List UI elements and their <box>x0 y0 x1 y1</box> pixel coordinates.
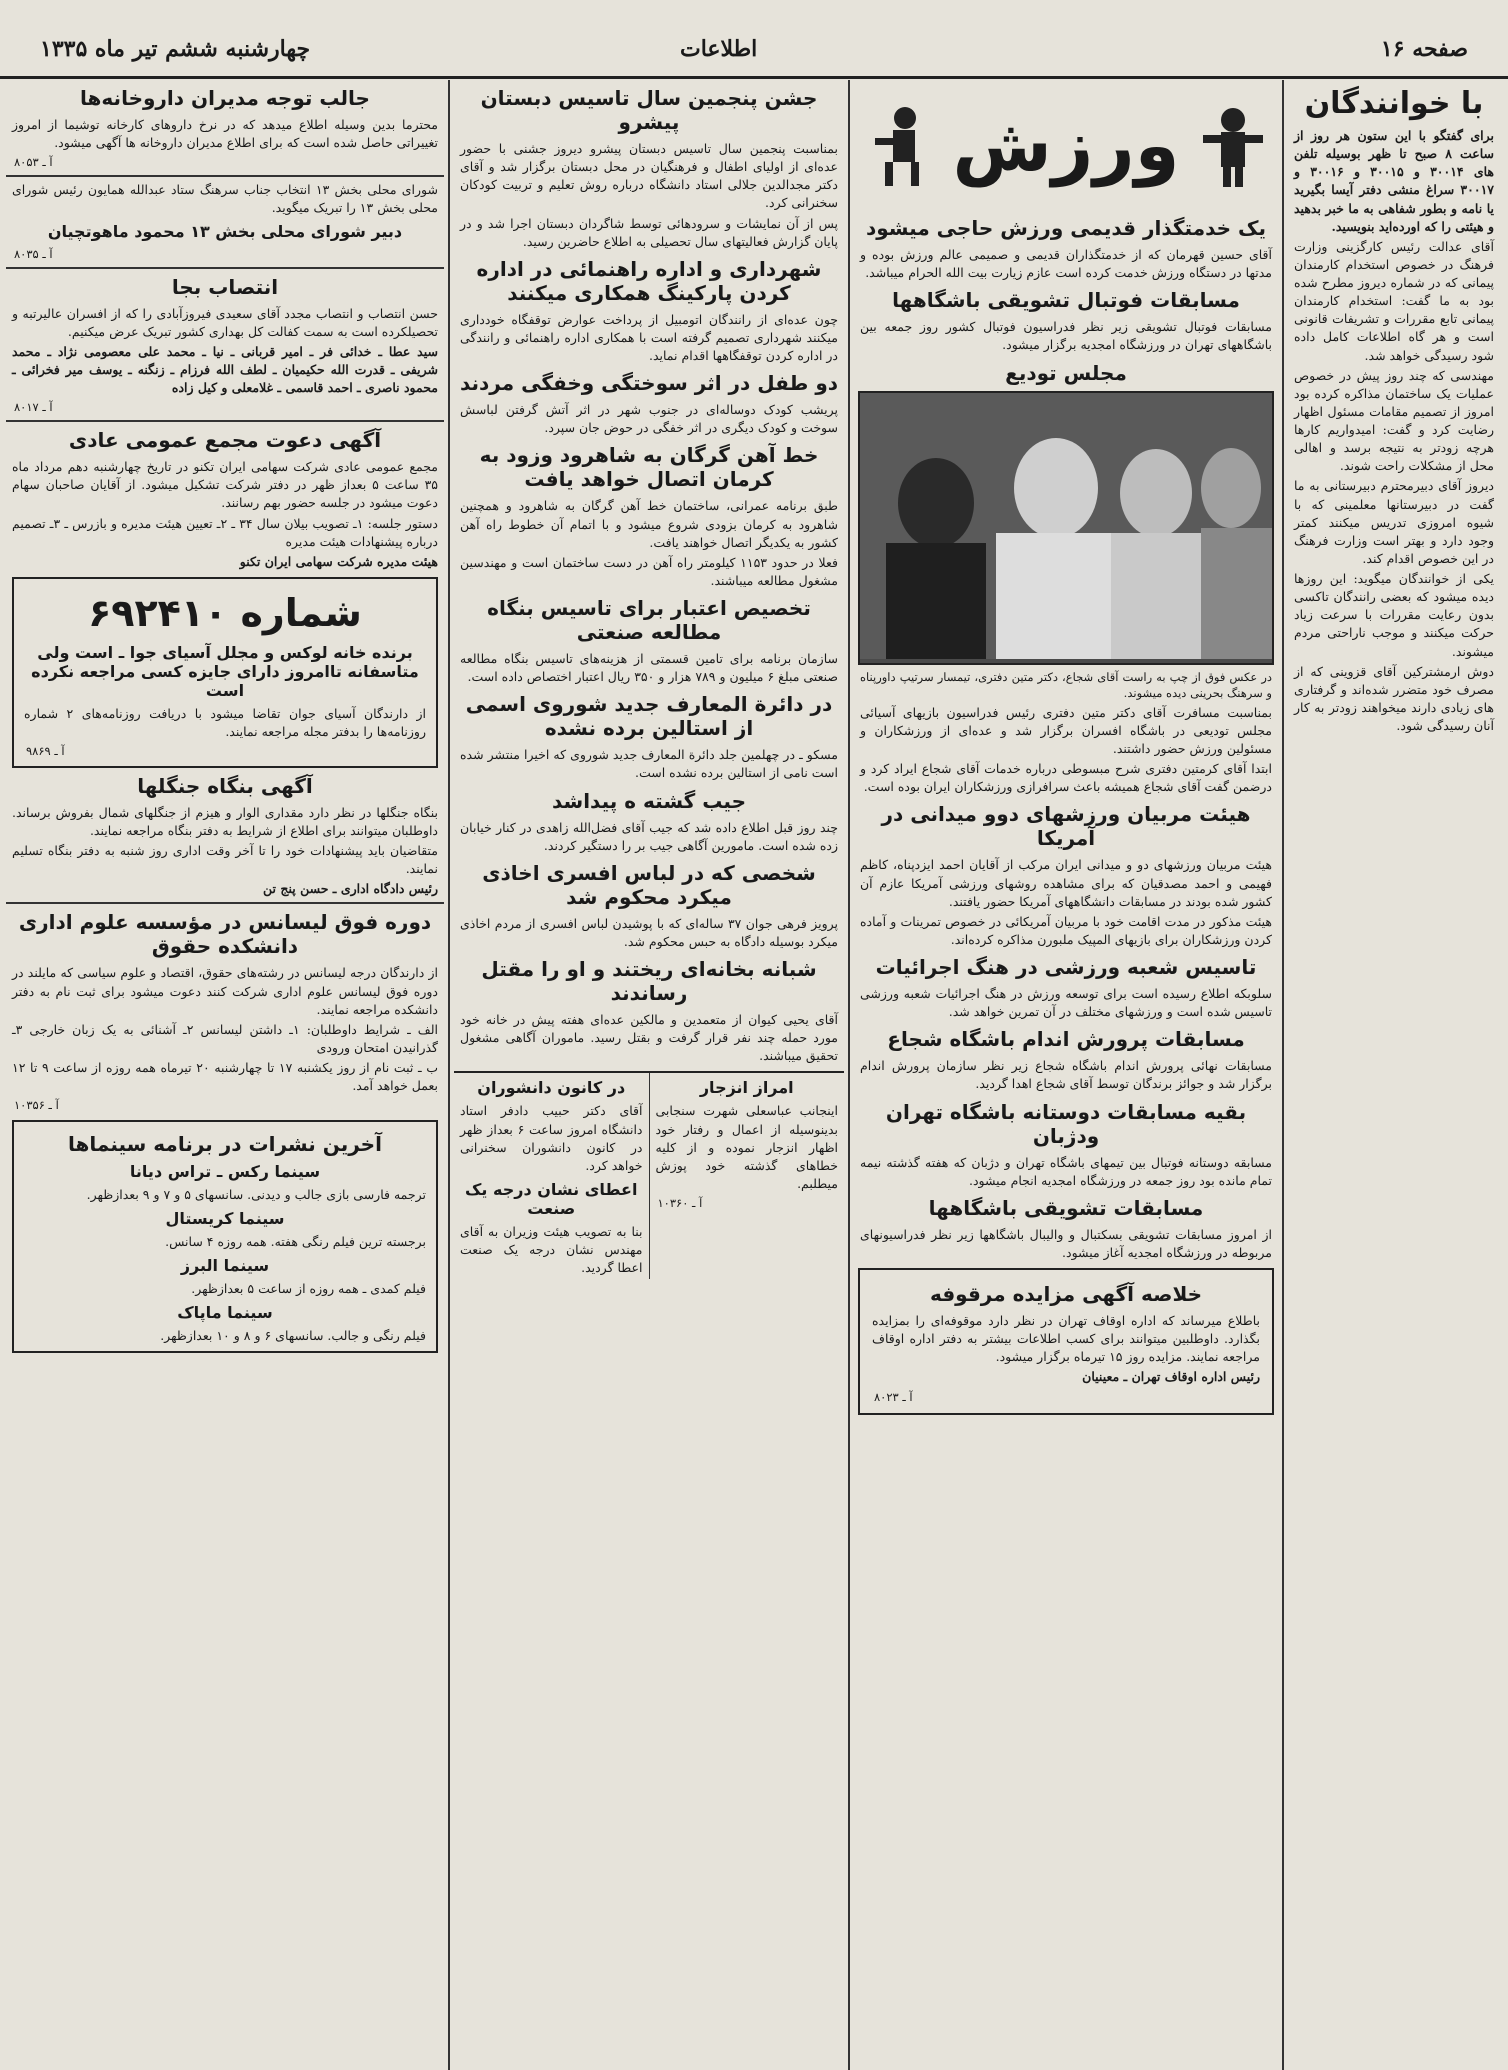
photo-caption: در عکس فوق از چپ به راست آقای شجاع، دکتر متین دفتری، تیمسار سرتیپ داورپناه و سرهنگ بحرینی دیده میشوند. <box>860 669 1272 701</box>
news-paragraph: بمناسبت پنجمین سال تاسیس دبستان پیشرو دیروز جشنی با حضور عده‌ای از اولیای اطفال و فرهنگیان در محل دبستان برگزار شد و آقای دکتر مجدالدین جلالی استاد دانشگاه درباره روش تعلیم و تربیت کودکان سخنرانی کرد. <box>460 141 838 211</box>
runner-icon <box>855 100 945 190</box>
ad-signature: هیئت مدیره شرکت سهامی ایران تکنو <box>239 553 438 569</box>
sport-headline: مسابقات فوتبال تشویقی باشگاهها <box>892 288 1240 313</box>
news-paragraph: طبق برنامه عمرانی، ساختمان خط آهن گرگان به شاهرود و همچنین شاهرود به کرمان بزودی شروع میشود و با اتمام آن خطوط راه آهن کشور به یکدیگر اتصال خواهند یافت. <box>460 498 838 550</box>
readers-paragraph: مهندسی که چند روز پیش در خصوص عمليات یک ساختمان مذاکره کرده بود امروز از تصمیم مقامات مسئول اظهار رضایت کرد و گفت: امیدواریم کارها هرچه زودتر به نتیجه برسد و اهالی محل از مشکلات راحت شوند. <box>1294 367 1494 474</box>
readers-column <box>1288 80 1500 2065</box>
ad-text: حسن انتصاب و انتصاب مجدد آقای سعیدی فیروزآبادی را که از افسران عالیرتبه و تحصیلکرده است به سمت کفالت کل بهداری کشور تبریک عرض میکنیم. <box>12 305 438 339</box>
cinema-name: سینما ماپاک <box>177 1303 273 1323</box>
cinema-box: آخرین نشرات در برنامه سینماها سینما رکس ـ تراس دیانا ترجمه فارسی بازی جالب و دیدنی. سانسهای ۵ و ۷ و ۹ بعدازظهر. سینما کریستال برجسته ترین فیلم رنگی هفته. همه روزه ۴ سانس. سینما البرز فیلم کمدی ـ همه روزه از ساعت ۵ بعدازظهر. سینما ماپاک فیلم رنگی و جالب. سانسهای ۶ و ۸ و ۱۰ بعدازظهر. <box>12 1120 438 1354</box>
sport-paragraph: سلوبکه اطلاع رسیده است برای توسعه ورزش در هنگ اجرائیات شعبه ورزشی تاسیس شده است و ورزشهای مختلف در آن تمرین خواهد شد. <box>860 986 1272 1020</box>
sport-paragraph: آقای حسین قهرمان که از خدمتگذاران قدیمی و صمیمی عالم ورزش بوده و مدتها در دستگاه ورزش خدمت کرده است عازم زیارت بیت الله الحرام میباشد. <box>860 247 1272 281</box>
ad-text: مجمع عمومی عادی شرکت سهامی ایران تکنو در تاریخ چهارشنبه دهم مرداد ماه ۳۵ ساعت ۵ بعداز ظهر در دفتر شرکت تشکیل میشود. از آقایان صاحبان سهام دعوت میشود در جلسه حضور بهم رسانند. <box>12 459 438 511</box>
readers-paragraph: آقای عدالت رئیس کارگزینی وزارت فرهنگ در خصوص استخدام کارمندان پیمانی که در شماره دیروز مطرح شده بود به ما گفت: استخدام کارمندان پیمانی تابع مقررات و تشریفات قانونی است و هر گاه اطلاعات کامل داده شود رسیدگی خواهد شد. <box>1294 238 1494 363</box>
readers-paragraph: دیروز آقای دبیرمحترم دبیرستانی به ما گفت در دبیرستانها معلمینی که با شیوه امروزی تدریس میکنند کمتر وجود دارد و بهتر است وزارت فرهنگ در این خصوص اقدام کند. <box>1294 478 1494 566</box>
sport-paragraph: ابتدا آقای کرمتین دفتری شرح مبسوطی درباره خدمات آقای شجاع ایراد کرد و درضمن گفت آقای شجاع همیشه باعث سرافرازی ورزشکاران ایران بوده است. <box>860 761 1272 795</box>
news-headline: خط آهن گرگان به شاهرود وزود به کرمان اتصال خواهد یافت <box>479 443 819 492</box>
header-date: چهارشنبه ششم تیر ماه ۱۳۳۵ <box>40 36 311 62</box>
news-column <box>454 80 844 2065</box>
cinema-name: سینما البرز <box>180 1256 270 1276</box>
sport-logo: ورزش <box>854 80 1278 210</box>
auction-notice: خلاصه آگهی مزایده مرقوفه باطلاع میرساند که اداره اوقاف تهران در نظر دارد موقوفه‌ای را بمزایده بگذارد. داوطلبین میتوانند برای کسب اطلاعات بیشتر به دفتر اداره اوقاف مراجعه نمایند. مزایده روز ۱۵ تیرماه برگزار میشود. رئیس اداره اوقاف تهران ـ معینیان آ ـ ۸۰۲۳ <box>858 1268 1274 1415</box>
ad-headline: انتصاب بجا <box>171 274 279 299</box>
news-headline: شبانه بخانه‌ای ریختند و او را مقتل رساندند <box>481 957 817 1005</box>
news-headline: جشن پنجمین سال تاسیس دبستان پیشرو <box>480 86 818 134</box>
ads-column <box>6 80 444 2065</box>
readers-title: با خوانندگان <box>1304 86 1484 121</box>
news-paragraph: چون عده‌ای از رانندگان اتومبیل از پرداخت عوارض توقفگاه خودداری میکنند شهرداری تصمیم گرفته است با همکاری اداره راهنمائی و رانندگی در اداره کردن توقفگاهها اقدام نماید. <box>460 311 838 363</box>
readers-paragraph: دوش ارمشترکین آقای قزوینی که از مصرف خود متضرر شده‌اند و گرفتاری های زیادی دارند میخواهند زودتر به کار آنان رسیدگی شود. <box>1294 663 1494 733</box>
ad-agenda: دستور جلسه: ۱ـ تصویب بیلان سال ۳۴ ـ ۲ـ تعیین هیئت مدیره و بازرس ـ ۳ـ تصمیم درباره پیشنهادات هیئت مدیره <box>12 515 438 549</box>
cinema-name: سینما رکس ـ تراس دیانا <box>129 1161 321 1181</box>
sport-paragraph: هیئت مذکور در مدت اقامت خود با مربیان آمریکائی در خصوص تمرینات و آماده کردن ورزشکاران برای بازیهای المپیک ملبورن مذاکره کرده‌اند. <box>860 913 1272 947</box>
news-headline: در دائرة المعارف جدید شوروی اسمی از استالین برده نشده <box>465 692 833 741</box>
sport-column <box>854 80 1278 2065</box>
lottery-box: شماره ۶۹۲۴۱۰ برنده خانه لوکس و مجلل آسیای جوا ـ است ولی متاسفانه تاامروز دارای جایزه کسی مراجعه نکرده است از دارندگان آسیای جوان تقاضا میشود با دریافت روزنامه‌های ۲ شماره روزنامه‌ها را بدفتر مجله مراجعه نمایند. آ ـ ۹۸۶۹ <box>12 577 438 768</box>
sport-headline: یک خدمتگذار قدیمی ورزش حاجی میشود <box>866 216 1266 240</box>
column-divider <box>848 80 850 2070</box>
ad-text: محترما بدین وسیله اطلاع میدهد که در نرخ داروهای کارخانه توشیما از امروز تغییراتی حاصل شده است که برای اطلاع مدیران داروخانه ها آگهی میشود. <box>12 117 438 151</box>
ad-headline: آگهی دعوت مجمع عمومی عادی <box>68 428 382 453</box>
news-paragraph: مسکو ـ در چهلمین جلد دائرة المعارف جدید شوروی که اخیرا منتشر شده است نامی از استالین برده نشده است. <box>460 747 838 781</box>
ad-text: الف ـ شرایط داوطلبان: ۱ـ داشتن لیسانس ۲ـ آشنائی به یک زبان خارجی ۳ـ گذرانیدن امتحان ورودی <box>12 1021 438 1055</box>
news-paragraph: پس از آن نمایشات و سرودهائی توسط شاگردان دبستان اجرا شد و در پایان گزارش فعالیتهای سال تحصیلی به اطلاع حاضرین رسید. <box>460 215 838 249</box>
sport-paragraph: مسابقات نهائی پرورش اندام باشگاه شجاع زیر نظر سازمان پرورش اندام برگزار شد و جوائز برندگان توسط آقای شجاع اهدا گردید. <box>860 1058 1272 1092</box>
sport-paragraph: هیئت مربیان ورزشهای دو و میدانی ایران مرکب از آقایان احمد ایزدپناه، کاظم فهیمی و احمد مصدقیان که برای مشاهده روشهای ورزشی آمریکا عازم آن کشور شده بودند در مسابقات دانشگاههای آمریکا حضور یافتند. <box>860 857 1272 909</box>
column-divider <box>1282 80 1284 2070</box>
ad-text: از دارندگان درجه لیسانس در رشته‌های حقوق، اقتصاد و علوم سیاسی که مایلند در دوره فوق لیسانس علوم اداری شرکت کنند دعوت میشود برای ثبت نام به دفتر دانشکده مراجعه نمایند. <box>12 965 438 1017</box>
lottery-number: ۶۹۲۴۱۰ <box>88 590 228 635</box>
sport-headline: هیئت مربیان ورزشهای دوو میدانی در آمریکا <box>881 802 1251 851</box>
ad-headline: آگهی بنگاه جنگلها <box>137 773 313 798</box>
sport-headline: مجلس تودیع <box>1005 360 1127 385</box>
news-headline: شهرداری و اداره راهنمائی در اداره کردن پارکینگ همکاری میکنند <box>476 256 822 305</box>
news-paragraph: پرویز فرهی جوان ۳۷ ساله‌ای که با پوشیدن لباس افسری از مردم اخاذی میکرد بوسیله دادگاه به حبس محکوم شد. <box>460 915 838 949</box>
ad-code: آ ـ ۸۰۱۷ <box>14 400 53 415</box>
notice-box: در کانون دانشوران آقای دکتر حبیب دادفر استاد دانشگاه امروز ساعت ۶ بعداز ظهر در کانون دانشوران سخنرانی خواهد کرد. اعطای نشان درجه یک صنعت بنا به تصویب هیئت وزیران به آقای مهندس نشان درجه یک صنعت اعطا گردید. <box>460 1078 643 1276</box>
news-headline: دو طفل در اثر سوختگی وخفگی مردند <box>459 371 839 396</box>
page-header <box>0 0 1508 79</box>
ad-headline: جالب توجه مدیران داروخانه‌ها <box>80 86 370 110</box>
sport-headline: مسابقات تشویقی باشگاهها <box>928 1195 1204 1220</box>
farewell-photo <box>858 391 1274 665</box>
news-paragraph: آقای یحیی کیوان از متعمدین و مالکین عده‌ای هفته پیش در خانه خود مورد حمله چند نفر قرار گرفت و بقتل رسید. ماموران آگاهی مشغول تحقیق میباشند. <box>460 1012 838 1064</box>
boxers-icon <box>1188 100 1278 190</box>
readers-paragraph: یکی از خوانندگان میگوید: این روزها دیده میشود که بعضی رانندگان تاکسی بدون رعایت مقررات با سرعت زیاد حرکت میکنند و موجب ناراحتی مردم میشوند. <box>1294 571 1494 659</box>
ad-code: آ ـ ۱۰۳۵۶ <box>14 1098 59 1113</box>
ad-code: آ ـ ۸۰۵۳ <box>14 155 53 170</box>
ad-headline: دبیر شورای محلی بخش ۱۳ محمود ماهوتچیان <box>47 222 403 242</box>
ad-text: بنگاه جنگلها در نظر دارد مقداری الوار و هیزم از جنگلهای شمال بفروش برساند. داوطلبان میتوانند برای اطلاع از شرایط به دفتر بنگاه مراجعه نمایند. <box>12 804 438 838</box>
ad-text: ب ـ ثبت نام از روز یکشنبه ۱۷ تا چهارشنبه ۲۰ تیرماه همه روزه از ساعت ۹ تا ۱۲ بعمل خواهد آمد. <box>12 1060 438 1094</box>
ad-text: متقاضیان باید پیشنهادات خود را تا آخر وقت اداری روز شنبه به دفتر بنگاه تسلیم نمایند. <box>12 843 438 877</box>
notice-box: امراز انزجار اینجانب عباسعلی شهرت سنجابی بدینوسیله از اعمال و رفتار خود اظهار انزجار نموده و از کلیه خطاهای گذشته خود پوزش میطلبم. آ ـ ۱۰۳۶۰ <box>649 1073 845 1279</box>
news-paragraph: چند روز قبل اطلاع داده شد که جیب آقای فضل‌الله زاهدی در کنار خیابان زده شده است. مامورین آگاهی جیب بر را دستگیر کردند. <box>460 819 838 853</box>
header-page-number: صفحه ۱۶ <box>1380 36 1468 62</box>
header-paper-name: اطلاعات <box>680 36 758 62</box>
news-paragraph: پریشب کودک دوساله‌ای در جنوب شهر در اثر آتش گرفتن لباسش سوخت و کودک دیگری در اثر خفگی در حوض جان سپرد. <box>460 402 838 436</box>
sport-paragraph: مسابقات فوتبال تشویقی زیر نظر فدراسیون فوتبال کشور روز جمعه بین باشگاههای تهران در ورزشگاه امجدیه برگزار میشود. <box>860 319 1272 353</box>
readers-intro: برای گفتگو با این ستون هر روز از ساعت ۸ صبح تا ظهر بوسیله تلفن های ۳۰۰۱۴ و ۳۰۰۱۵ و ۳۰۰۱۶ و ۳۰۰۱۷ سراغ منشی دفتر آیسا بگیرید یا نامه و بطور شفاهی به ما خبر بدهید و هیئتی را که اورده‌اید بنویسید. <box>1294 128 1494 234</box>
sport-headline: مسابقات پرورش اندام باشگاه شجاع <box>887 1027 1245 1052</box>
ad-signature: رئیس دادگاه اداری ـ حسن پنج تن <box>263 881 438 897</box>
sport-paragraph: مسابقه دوستانه فوتبال بین تیمهای باشگاه تهران و دژبان که هفته گذشته نیمه تمام مانده بود روز جمعه در ورزشگاه امجدیه انجام میشود. <box>860 1154 1272 1188</box>
cinema-name: سینما کریستال <box>165 1209 285 1229</box>
ad-names: سید عطا ـ خدائی فر ـ امیر قربانی ـ نیا ـ محمد علی معصومی نژاد ـ محمد شریفی ـ قدرت الله حکیمیان ـ لطف الله فرزام ـ زنگنه ـ یوسف میر فخرائی ـ محمود ناصری ـ احمد قاسمی ـ غلامعلی و کیل زاده <box>12 344 438 396</box>
sport-paragraph: بمناسبت مسافرت آقای دکتر متین دفتری رئیس فدراسیون بازیهای آسیائی مجلس تودیعی در باشگاه افسران برگزار شد و عده‌ای از ورزشکاران و مسئولین ورزش حضور داشتند. <box>860 704 1272 757</box>
news-paragraph: سازمان برنامه برای تامین قسمتی از هزینه‌های تاسیس بنگاه مطالعه صنعتی مبلغ ۶ میلیون و ۷۸۹ هزار و ۳۵۰ ریال اعتبار اختصاص داده است. <box>460 651 838 685</box>
ad-headline: دوره فوق لیسانس در مؤسسه علوم اداری دانشکده حقوق <box>18 910 432 959</box>
column-divider <box>448 80 450 2070</box>
news-headline: جیب گشته ه پیداشد <box>551 788 747 813</box>
news-paragraph: فعلا در حدود ۱۱۵۳ کیلومتر راه آهن در دست ساختمان است و مهندسین مشغول مطالعه میباشند. <box>460 554 838 588</box>
small-notices-row <box>454 1071 844 1279</box>
sport-paragraph: از امروز مسابقات تشویقی بسکتبال و والیبال باشگاهها زیر نظر فدراسیونهای مربوطه در ورزشگاه امجدیه آغاز میشود. <box>860 1226 1272 1260</box>
ad-text: شورای محلی بخش ۱۳ انتخاب جناب سرهنگ ستاد عبدالله همایون رئیس شورای محلی بخش ۱۳ را تبریک میگوید. <box>12 181 438 216</box>
news-headline: شخصی که در لباس افسری اخاذی میکرد محکوم شد <box>482 860 816 909</box>
ad-code: آ ـ ۸۰۳۵ <box>14 247 53 262</box>
news-headline: تخصیص اعتبار برای تاسیس بنگاه مطالعه صنعتی <box>487 596 811 644</box>
sport-headline: بقیه مسابقات دوستانه باشگاه تهران ودژبان <box>885 1099 1247 1148</box>
sport-headline: تاسیس شعبه ورزشی در هنگ اجرائیات <box>875 955 1257 980</box>
